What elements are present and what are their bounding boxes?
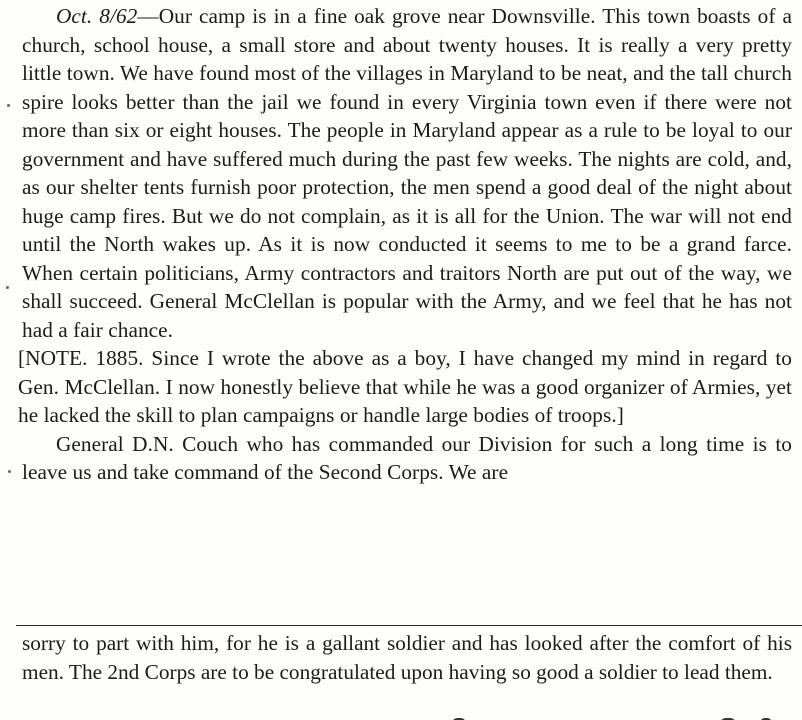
couch-paragraph-bottom: sorry to part with him, for he is a gallant soldier and has looked after the comfort of his men. The 2nd Corps are to be congratulated upon having so good a soldier to lead them. [22,631,792,684]
journal-text-continued [22,629,792,686]
margin-speck [7,104,10,107]
margin-speck [8,470,11,473]
entry-date: Oct. 8/62 [56,4,138,28]
journal-entry-paragraph [22,2,792,344]
clipping-seam-line [16,625,802,626]
editor-note-paragraph: [NOTE. 1885. Since I wrote the above as a boy, I have changed my mind in regard to Gen. McClellan. I now honestly believe that while he was a good organizer of Armies, yet he lacked the skill to plan campaigns or handle large bodies of troops.] [18,346,792,427]
couch-paragraph-top: General D.N. Couch who has commanded our Division for such a long time is to leave us and take command of the Second Corps. We are [22,431,792,484]
margin-speck [6,286,9,289]
journal-text [18,2,792,487]
entry-body: —Our camp is in a fine oak grove near Downsville. This town boasts of a church, school house, a small store and about twenty houses. It is really a very pretty little town. We have found most of the villages in Maryland to be neat, and the tall church spire looks better than the jail we found in every Virginia town even if there were not more than six or eight houses. The people in Maryland appear as a rule to be loyal to our government and have suffered much during the past few weeks. The nights are cold, and, as our shelter tents furnish poor protection, the men spend a good deal of the night about huge camp fires. But we do not complain, as it is all for the Union. The war will not end until the North wakes up. As it is now conducted it seems to me to be a grand farce. When certain politicians, Army contractors and traitors North are put out of the way, we shall succeed. General McClellan is popular with the Army, and we feel that he has not had a fair chance. [22,4,792,342]
